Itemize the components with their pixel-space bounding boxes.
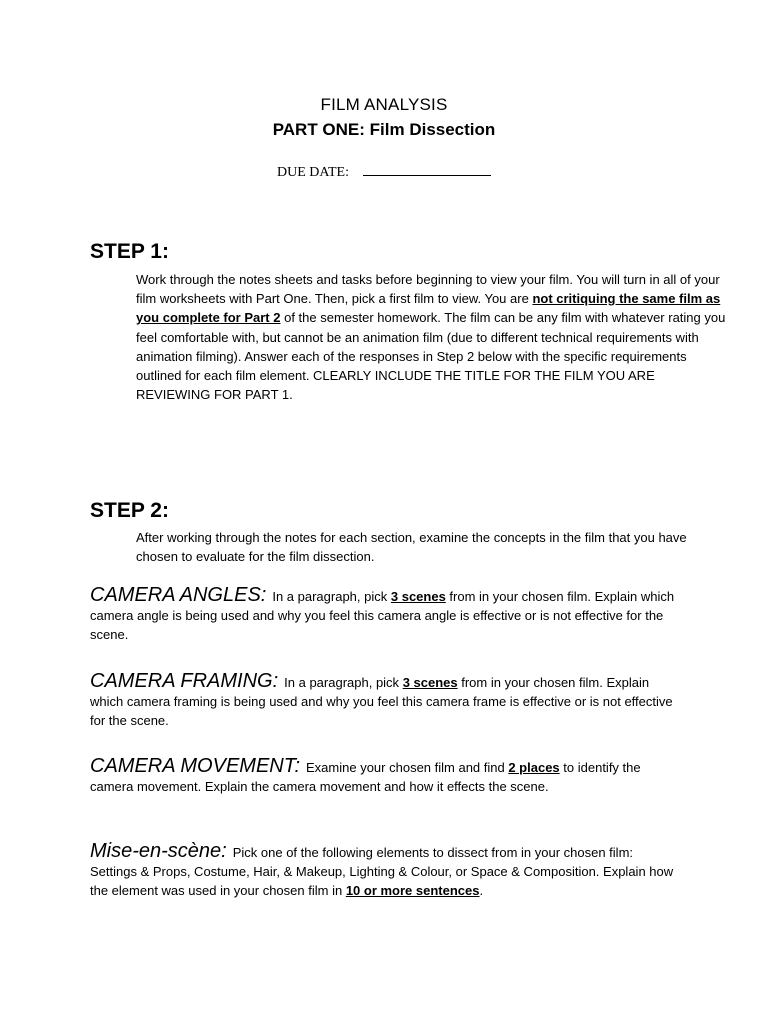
mise-en-scene-text-a: Pick one of the following elements to dissect from in your chosen film: Settings & Props, Costume, Hair, & Makeup, Lighting & Colour, or Space & Composition. Explain how the element was used in your chosen film in	[90, 845, 674, 899]
due-date-row	[0, 163, 768, 181]
step2-heading: STEP 2:	[90, 499, 169, 522]
camera-framing-text-a: In a paragraph, pick	[284, 675, 403, 690]
camera-movement-heading: CAMERA MOVEMENT:	[90, 755, 301, 777]
camera-movement-emphasis: 2 places	[508, 760, 560, 775]
camera-movement-text-a: Examine your chosen film and find	[306, 760, 509, 775]
step1-text-a: Work through the notes sheets and tasks before beginning to view your film. You will turn in all of your film worksheets with Part One. Then, pick a first film to view. You are	[136, 272, 720, 307]
due-date-label: DUE DATE:	[277, 165, 349, 180]
document-title: FILM ANALYSIS	[320, 95, 448, 114]
camera-movement-section	[90, 757, 682, 796]
mise-en-scene-emphasis: 10 or more sentences	[345, 883, 480, 899]
mise-en-scene-heading: Mise-en-scène:	[90, 840, 227, 862]
due-date-blank	[363, 163, 491, 176]
camera-framing-emphasis: 3 scenes	[402, 675, 458, 690]
mise-en-scene-text-b: .	[479, 883, 484, 899]
step1-text-b: of the semester homework. The film can be any film with whatever rating you feel comfortable with, but cannot be an animation film (due to different technical requirements with animation filming). Answer each of the responses in Step 2 below with the specific requirements outlined for each film element. CLEARLY INCLUDE THE TITLE FOR THE FILM YOU ARE REVIEWING FOR PART 1.	[136, 310, 726, 403]
step1-emphasis: not critiquing the same film as you complete for Part 2	[136, 291, 721, 326]
camera-angles-text-a: In a paragraph, pick	[272, 589, 391, 604]
camera-framing-heading: CAMERA FRAMING:	[90, 670, 279, 692]
step1-paragraph	[90, 270, 728, 404]
document-subtitle: PART ONE: Film Dissection	[272, 120, 496, 139]
mise-en-scene-section	[90, 842, 682, 901]
step2-intro: After working through the notes for each section, examine the concepts in the film that you have chosen to evaluate for the film dissection.	[136, 530, 687, 565]
camera-angles-heading: CAMERA ANGLES:	[90, 584, 267, 606]
camera-framing-section	[90, 672, 682, 731]
camera-movement-text-b: to identify the camera movement. Explain the camera movement and how it effects the scene.	[90, 760, 641, 795]
camera-angles-section	[90, 586, 682, 645]
camera-framing-text-b: from in your chosen film. Explain which camera framing is being used and why you feel this camera frame is effective or is not effective for the scene.	[90, 675, 673, 729]
step1-heading: STEP 1:	[90, 240, 169, 263]
camera-angles-text-b: from in your chosen film. Explain which camera angle is being used and why you feel this camera angle is effective or is not effective for the scene.	[90, 589, 675, 643]
camera-angles-emphasis: 3 scenes	[390, 589, 446, 604]
